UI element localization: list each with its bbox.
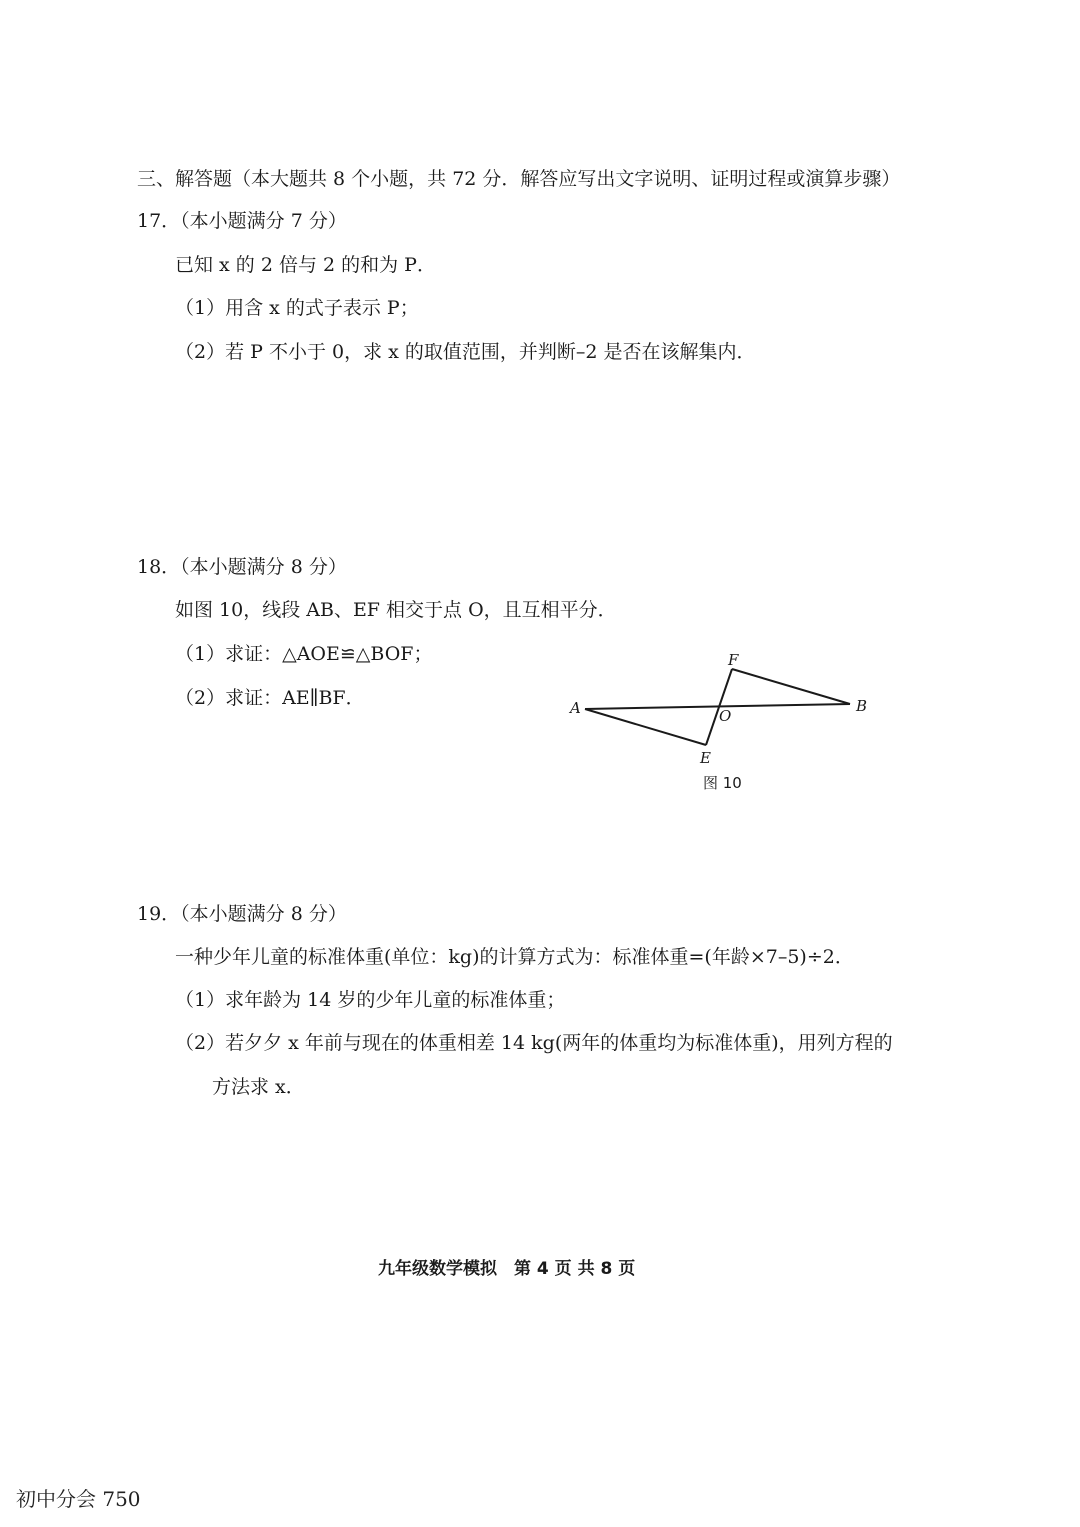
- watermark-text: 初中分会 750: [16, 1487, 141, 1511]
- q19-part1: （1）求年龄为 14 岁的少年儿童的标准体重；: [175, 989, 566, 1011]
- segment-bf: [732, 669, 850, 704]
- segment-ab: [585, 704, 850, 709]
- q17-header: 17．（本小题满分 7 分）: [137, 210, 347, 232]
- q17-stem: 已知 x 的 2 倍与 2 的和为 P．: [175, 254, 436, 276]
- q18-part2: （2）求证：AE∥BF．: [175, 687, 365, 709]
- label-b: B: [856, 697, 868, 715]
- segment-ae: [585, 709, 706, 745]
- q17-part1: （1）用含 x 的式子表示 P；: [175, 297, 419, 319]
- q19-header: 19．（本小题满分 8 分）: [137, 903, 347, 925]
- q19-part2-line1: （2）若夕夕 x 年前与现在的体重相差 14 kg(两年的体重均为标准体重)，用列方程的: [175, 1032, 893, 1054]
- label-e: E: [700, 749, 711, 767]
- q18-stem: 如图 10，线段 AB、EF 相交于点 O，且互相平分．: [175, 599, 617, 621]
- section-title: 三、解答题（本大题共 8 个小题，共 72 分．解答应写出文字说明、证明过程或演算步骤）: [137, 168, 901, 190]
- q18-header: 18．（本小题满分 8 分）: [137, 556, 347, 578]
- figure-caption: 图 10: [703, 774, 742, 792]
- label-o: O: [719, 707, 732, 725]
- figure-10-diagram: [560, 645, 880, 800]
- q17-part2: （2）若 P 不小于 0，求 x 的取值范围，并判断–2 是否在该解集内．: [175, 341, 756, 363]
- label-a: A: [570, 699, 581, 717]
- q18-part1: （1）求证：△AOE≌△BOF；: [175, 643, 433, 665]
- q19-stem: 一种少年儿童的标准体重(单位：kg)的计算方式为：标准体重=(年龄×7–5)÷2．: [175, 946, 854, 968]
- q19-part2-line2: 方法求 x．: [212, 1076, 305, 1098]
- label-f: F: [728, 651, 739, 669]
- page-footer: 九年级数学模拟 第 4 页 共 8 页: [378, 1259, 636, 1279]
- figure-10-lines: [585, 669, 850, 745]
